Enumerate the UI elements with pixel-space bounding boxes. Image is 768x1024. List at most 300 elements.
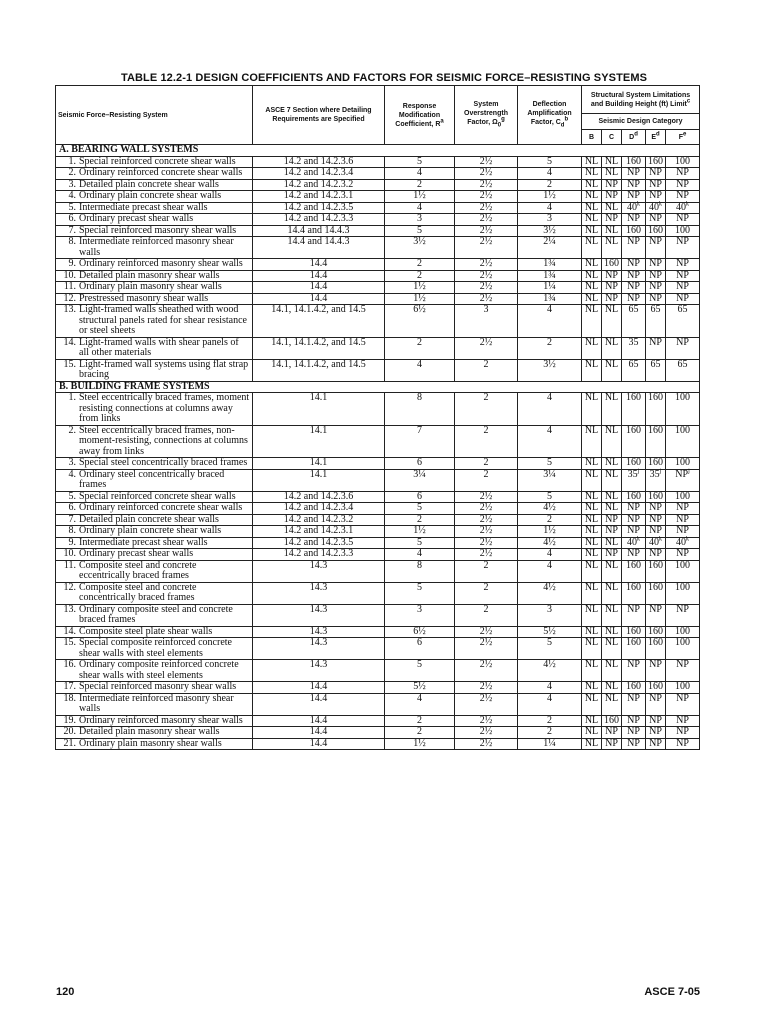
overstrength-cell: 2 [455, 359, 518, 381]
system-name-cell [56, 179, 253, 191]
table-row [56, 393, 700, 426]
cat-d-cell: 40$^k$ [622, 202, 646, 214]
cat-e-cell: NP [646, 604, 666, 626]
cat-e-cell: NP [646, 237, 666, 259]
detailing-section-cell: 14.4 [253, 693, 385, 715]
system-name: Special composite reinforced concrete shear walls with steel elements [79, 637, 232, 659]
detailing-section-cell: 14.4 and 14.4.3 [253, 237, 385, 259]
row-number: 5. [68, 490, 76, 502]
response-modification-cell: 5 [385, 156, 455, 168]
response-modification-cell: 6½ [385, 626, 455, 638]
section-header-row [56, 145, 700, 157]
header-cat-b: B [582, 130, 602, 145]
system-name: Steel eccentrically braced frames, non-moment-resisting, connections at columns away from links [79, 424, 248, 457]
detailing-section-cell: 14.2 and 14.2.3.5 [253, 537, 385, 549]
cat-d-cell: 160 [622, 560, 646, 582]
detailing-section-cell: 14.4 [253, 282, 385, 294]
cat-f-cell: 100 [666, 582, 700, 604]
detailing-section-cell: 14.2 and 14.2.3.1 [253, 526, 385, 538]
overstrength-cell: 2½ [455, 337, 518, 359]
response-modification-cell: 2 [385, 179, 455, 191]
system-name-cell [56, 660, 253, 682]
row-number: 11. [63, 281, 76, 292]
system-name-cell [56, 293, 253, 305]
detailing-section-cell: 14.1 [253, 425, 385, 458]
table-row [56, 638, 700, 660]
cat-f-cell: 100 [666, 393, 700, 426]
overstrength-cell: 2 [455, 393, 518, 426]
overstrength-cell: 3 [455, 305, 518, 338]
system-name-cell [56, 359, 253, 381]
cat-f-cell: NP [666, 526, 700, 538]
cat-b-cell: NL [582, 458, 602, 470]
cat-d-cell: 160 [622, 638, 646, 660]
table-row [56, 202, 700, 214]
cat-d-cell: NP [622, 526, 646, 538]
overstrength-cell: 2½ [455, 259, 518, 271]
cat-c-cell: NL [602, 503, 622, 515]
table-row [56, 693, 700, 715]
cat-b-cell: NL [582, 560, 602, 582]
response-modification-cell: 2 [385, 259, 455, 271]
row-number: 6. [68, 213, 76, 224]
detailing-section-cell: 14.4 [253, 270, 385, 282]
response-modification-cell: 3 [385, 214, 455, 226]
cat-f-cell: NP [666, 237, 700, 259]
cat-b-cell: NL [582, 305, 602, 338]
deflection-cell: 3¼ [518, 469, 582, 491]
system-name-cell [56, 259, 253, 271]
cat-d-cell: NP [622, 604, 646, 626]
system-name: Composite steel and concrete concentrically braced frames [79, 581, 197, 603]
header-cat-f: $F^e$ [666, 130, 700, 145]
cat-d-cell: NP [622, 282, 646, 294]
deflection-cell: 1¾ [518, 270, 582, 282]
detailing-section-cell: 14.3 [253, 626, 385, 638]
header-system: Seismic Force–Resisting System [56, 86, 253, 145]
cat-b-cell: NL [582, 191, 602, 203]
detailing-section-cell: 14.2 and 14.2.3.6 [253, 156, 385, 168]
system-name: Steel eccentrically braced frames, moment resisting connections at columns away from links [79, 392, 250, 424]
section-title: A. BEARING WALL SYSTEMS [56, 145, 700, 157]
detailing-section-cell: 14.3 [253, 660, 385, 682]
system-name: Ordinary reinforced masonry shear walls [79, 714, 243, 726]
cat-c-cell: NL [602, 582, 622, 604]
row-number: 1. [68, 392, 76, 403]
detailing-section-cell: 14.2 and 14.2.3.3 [253, 214, 385, 226]
system-name-cell [56, 738, 253, 750]
cat-e-cell: NP [646, 660, 666, 682]
cat-f-cell: 100 [666, 156, 700, 168]
table-row [56, 270, 700, 282]
cat-c-cell: NL [602, 693, 622, 715]
cat-d-cell: 160 [622, 458, 646, 470]
cat-c-cell: NL [602, 537, 622, 549]
table-row [56, 179, 700, 191]
cat-b-cell: NL [582, 660, 602, 682]
system-name-cell [56, 458, 253, 470]
response-modification-cell: 4 [385, 549, 455, 561]
detailing-section-cell: 14.2 and 14.2.3.3 [253, 549, 385, 561]
deflection-cell: 4 [518, 202, 582, 214]
overstrength-cell: 2½ [455, 626, 518, 638]
table-title: TABLE 12.2-1 DESIGN COEFFICIENTS AND FACTORS FOR SEISMIC FORCE–RESISTING SYSTEMS [120, 72, 648, 84]
cat-f-cell: NP [666, 549, 700, 561]
table-row [56, 237, 700, 259]
deflection-cell: 2 [518, 179, 582, 191]
cat-d-cell: NP [622, 270, 646, 282]
overstrength-cell: 2½ [455, 537, 518, 549]
cat-e-cell: NP [646, 259, 666, 271]
system-name: Intermediate precast shear walls [79, 536, 208, 548]
cat-b-cell: NL [582, 237, 602, 259]
row-number: 15. [63, 637, 76, 648]
row-number: 13. [63, 304, 76, 315]
cat-b-cell: NL [582, 582, 602, 604]
cat-c-cell: NL [602, 560, 622, 582]
header-response-modification: Response Modification Coefficient, $R^a$ [385, 86, 455, 145]
system-name-cell [56, 537, 253, 549]
system-name: Ordinary plain concrete shear walls [79, 525, 222, 536]
detailing-section-cell: 14.2 and 14.2.3.2 [253, 179, 385, 191]
cat-e-cell: NP [646, 191, 666, 203]
cat-d-cell: 65 [622, 359, 646, 381]
response-modification-cell: 1½ [385, 191, 455, 203]
cat-c-cell: NP [602, 282, 622, 294]
cat-c-cell: 160 [602, 715, 622, 727]
table-row [56, 282, 700, 294]
detailing-section-cell: 14.1, 14.1.4.2, and 14.5 [253, 337, 385, 359]
deflection-cell: 4 [518, 425, 582, 458]
cat-e-cell: 65 [646, 305, 666, 338]
response-modification-cell: 3 [385, 604, 455, 626]
table-row [56, 191, 700, 203]
row-number: 12. [63, 292, 76, 304]
cat-e-cell: NP [646, 715, 666, 727]
cat-b-cell: NL [582, 168, 602, 180]
cat-c-cell: NP [602, 293, 622, 305]
cat-f-cell: 65 [666, 305, 700, 338]
cat-c-cell: NL [602, 359, 622, 381]
deflection-cell: 4 [518, 168, 582, 180]
cat-c-cell: NL [602, 682, 622, 694]
detailing-section-cell: 14.3 [253, 582, 385, 604]
system-name-cell [56, 214, 253, 226]
system-name-cell [56, 393, 253, 426]
cat-e-cell: NP [646, 179, 666, 191]
header-detailing-section: ASCE 7 Section where Detailing Requirements are Specified [253, 86, 385, 145]
system-name-cell [56, 237, 253, 259]
cat-f-cell: 40$^k$ [666, 537, 700, 549]
table-row [56, 293, 700, 305]
row-number: 17. [63, 681, 76, 692]
cat-c-cell: NP [602, 738, 622, 750]
system-name: Light-framed wall systems using flat strap bracing [79, 358, 249, 380]
table-row [56, 305, 700, 338]
deflection-cell: 3 [518, 604, 582, 626]
cat-b-cell: NL [582, 626, 602, 638]
cat-f-cell: NP [666, 727, 700, 739]
deflection-cell: 3 [518, 214, 582, 226]
cat-d-cell: 160 [622, 156, 646, 168]
cat-b-cell: NL [582, 715, 602, 727]
cat-f-cell: 100 [666, 682, 700, 694]
cat-b-cell: NL [582, 604, 602, 626]
cat-d-cell: 160 [622, 626, 646, 638]
cat-c-cell: NL [602, 469, 622, 491]
cat-f-cell: 100 [666, 638, 700, 660]
deflection-cell: 5½ [518, 626, 582, 638]
deflection-cell: 5 [518, 491, 582, 503]
cat-b-cell: NL [582, 270, 602, 282]
row-number: 4. [68, 468, 76, 480]
overstrength-cell: 2½ [455, 179, 518, 191]
table-row [56, 560, 700, 582]
deflection-cell: 1¼ [518, 738, 582, 750]
cat-b-cell: NL [582, 727, 602, 739]
cat-b-cell: NL [582, 491, 602, 503]
row-number: 3. [68, 457, 76, 468]
table-row [56, 727, 700, 739]
cat-e-cell: NP [646, 337, 666, 359]
cat-c-cell: NL [602, 337, 622, 359]
cat-d-cell: 160 [622, 491, 646, 503]
cat-b-cell: NL [582, 282, 602, 294]
table-row [56, 514, 700, 526]
cat-e-cell: 160 [646, 425, 666, 458]
cat-b-cell: NL [582, 293, 602, 305]
cat-f-cell: 100 [666, 458, 700, 470]
cat-d-cell: 160 [622, 425, 646, 458]
response-modification-cell: 2 [385, 514, 455, 526]
row-number: 3. [68, 178, 76, 190]
table-row [56, 604, 700, 626]
cat-b-cell: NL [582, 202, 602, 214]
row-number: 20. [63, 726, 76, 737]
table-row [56, 168, 700, 180]
system-name-cell [56, 191, 253, 203]
cat-e-cell: 160 [646, 560, 666, 582]
cat-e-cell: NP [646, 693, 666, 715]
cat-c-cell: NP [602, 270, 622, 282]
overstrength-cell: 2½ [455, 225, 518, 237]
overstrength-cell: 2 [455, 425, 518, 458]
table-row [56, 259, 700, 271]
cat-d-cell: NP [622, 179, 646, 191]
cat-d-cell: NP [622, 738, 646, 750]
deflection-cell: 1¼ [518, 282, 582, 294]
cat-d-cell: NP [622, 727, 646, 739]
response-modification-cell: 2 [385, 727, 455, 739]
cat-b-cell: NL [582, 503, 602, 515]
cat-f-cell: NP [666, 604, 700, 626]
detailing-section-cell: 14.3 [253, 638, 385, 660]
cat-d-cell: NP [622, 214, 646, 226]
cat-b-cell: NL [582, 738, 602, 750]
cat-f-cell: NP [666, 293, 700, 305]
header-limitations: Structural System Limitations and Building Height (ft) Limit$^c$ [582, 86, 700, 114]
cat-d-cell: 35 [622, 337, 646, 359]
cat-c-cell: NP [602, 191, 622, 203]
system-name: Detailed plain masonry shear walls [79, 269, 220, 281]
cat-c-cell: NL [602, 638, 622, 660]
system-name: Composite steel plate shear walls [79, 625, 213, 637]
cat-d-cell: 160 [622, 682, 646, 694]
response-modification-cell: 4 [385, 359, 455, 381]
system-name-cell [56, 225, 253, 237]
system-name: Ordinary reinforced concrete shear walls [79, 167, 243, 178]
cat-c-cell: NL [602, 305, 622, 338]
cat-c-cell: NP [602, 549, 622, 561]
table-row [56, 425, 700, 458]
cat-f-cell: 65 [666, 359, 700, 381]
detailing-section-cell: 14.1, 14.1.4.2, and 14.5 [253, 305, 385, 338]
detailing-section-cell: 14.1 [253, 469, 385, 491]
deflection-cell: 4½ [518, 660, 582, 682]
cat-e-cell: 160 [646, 638, 666, 660]
cat-b-cell: NL [582, 682, 602, 694]
row-number: 14. [63, 336, 76, 348]
cat-f-cell: NP [666, 337, 700, 359]
row-number: 2. [68, 167, 76, 178]
cat-b-cell: NL [582, 393, 602, 426]
system-name-cell [56, 503, 253, 515]
system-name-cell [56, 560, 253, 582]
deflection-cell: 4 [518, 393, 582, 426]
cat-c-cell: NL [602, 604, 622, 626]
overstrength-cell: 2½ [455, 549, 518, 561]
deflection-cell: 2¼ [518, 237, 582, 259]
system-name: Intermediate reinforced masonry shear walls [79, 236, 234, 258]
overstrength-cell: 2½ [455, 168, 518, 180]
deflection-cell: 5 [518, 458, 582, 470]
system-name: Ordinary precast shear walls [79, 213, 194, 224]
cat-b-cell: NL [582, 259, 602, 271]
cat-e-cell: NP [646, 503, 666, 515]
response-modification-cell: 2 [385, 270, 455, 282]
system-name: Ordinary reinforced concrete shear walls [79, 502, 243, 513]
system-name: Composite steel and concrete eccentrically braced frames [79, 559, 197, 581]
deflection-cell: 4 [518, 549, 582, 561]
overstrength-cell: 2½ [455, 282, 518, 294]
cat-d-cell: 35$^j$ [622, 469, 646, 491]
section-header-row [56, 381, 700, 393]
row-number: 10. [63, 548, 76, 559]
detailing-section-cell: 14.2 and 14.2.3.4 [253, 503, 385, 515]
overstrength-cell: 2½ [455, 491, 518, 503]
cat-d-cell: NP [622, 549, 646, 561]
response-modification-cell: 3¼ [385, 469, 455, 491]
response-modification-cell: 6 [385, 458, 455, 470]
overstrength-cell: 2½ [455, 191, 518, 203]
cat-e-cell: NP [646, 168, 666, 180]
detailing-section-cell: 14.3 [253, 560, 385, 582]
system-name-cell [56, 156, 253, 168]
deflection-cell: 4½ [518, 503, 582, 515]
cat-e-cell: NP [646, 549, 666, 561]
cat-e-cell: 160 [646, 491, 666, 503]
deflection-cell: 3½ [518, 225, 582, 237]
cat-d-cell: NP [622, 514, 646, 526]
cat-c-cell: NL [602, 660, 622, 682]
system-name-cell [56, 337, 253, 359]
cat-f-cell: NP [666, 282, 700, 294]
cat-c-cell: NL [602, 156, 622, 168]
detailing-section-cell: 14.4 and 14.4.3 [253, 225, 385, 237]
cat-f-cell: NP [666, 259, 700, 271]
overstrength-cell: 2 [455, 604, 518, 626]
deflection-cell: 1½ [518, 526, 582, 538]
cat-e-cell: 160 [646, 682, 666, 694]
deflection-cell: 5 [518, 156, 582, 168]
detailing-section-cell: 14.2 and 14.2.3.5 [253, 202, 385, 214]
overstrength-cell: 2½ [455, 715, 518, 727]
cat-b-cell: NL [582, 425, 602, 458]
cat-f-cell: NP [666, 270, 700, 282]
system-name: Intermediate precast shear walls [79, 201, 208, 213]
cat-f-cell: 100 [666, 425, 700, 458]
system-name-cell [56, 682, 253, 694]
cat-e-cell: 160 [646, 582, 666, 604]
table-row [56, 469, 700, 491]
row-number: 13. [63, 603, 76, 615]
system-name-cell [56, 514, 253, 526]
detailing-section-cell: 14.4 [253, 715, 385, 727]
row-number: 2. [68, 424, 76, 436]
system-name-cell [56, 549, 253, 561]
row-number: 16. [63, 659, 76, 670]
overstrength-cell: 2½ [455, 270, 518, 282]
cat-f-cell: NP [666, 191, 700, 203]
design-coefficients-table [55, 85, 700, 750]
response-modification-cell: 8 [385, 560, 455, 582]
response-modification-cell: 5 [385, 503, 455, 515]
deflection-cell: 4 [518, 560, 582, 582]
cat-f-cell: $NP^j$ [666, 469, 700, 491]
cat-f-cell: NP [666, 179, 700, 191]
deflection-cell: 1½ [518, 191, 582, 203]
deflection-cell: 4½ [518, 537, 582, 549]
cat-b-cell: NL [582, 337, 602, 359]
cat-f-cell: 100 [666, 491, 700, 503]
detailing-section-cell: 14.4 [253, 682, 385, 694]
cat-d-cell: 160 [622, 582, 646, 604]
system-name-cell [56, 168, 253, 180]
cat-c-cell: NL [602, 425, 622, 458]
response-modification-cell: 2 [385, 337, 455, 359]
response-modification-cell: 6 [385, 491, 455, 503]
cat-e-cell: NP [646, 526, 666, 538]
response-modification-cell: 5 [385, 660, 455, 682]
system-name-cell [56, 715, 253, 727]
system-name-cell [56, 526, 253, 538]
response-modification-cell: 8 [385, 393, 455, 426]
response-modification-cell: 5½ [385, 682, 455, 694]
header-cat-e: $E^d$ [646, 130, 666, 145]
system-name: Special steel concentrically braced frames [79, 457, 248, 468]
overstrength-cell: 2½ [455, 682, 518, 694]
cat-d-cell: NP [622, 168, 646, 180]
deflection-cell: 4 [518, 682, 582, 694]
cat-e-cell: 160 [646, 225, 666, 237]
row-number: 10. [63, 269, 76, 281]
system-name: Ordinary plain masonry shear walls [79, 281, 222, 292]
table-row [56, 458, 700, 470]
cat-b-cell: NL [582, 526, 602, 538]
overstrength-cell: 2½ [455, 638, 518, 660]
row-number: 4. [68, 190, 76, 201]
system-name-cell [56, 727, 253, 739]
